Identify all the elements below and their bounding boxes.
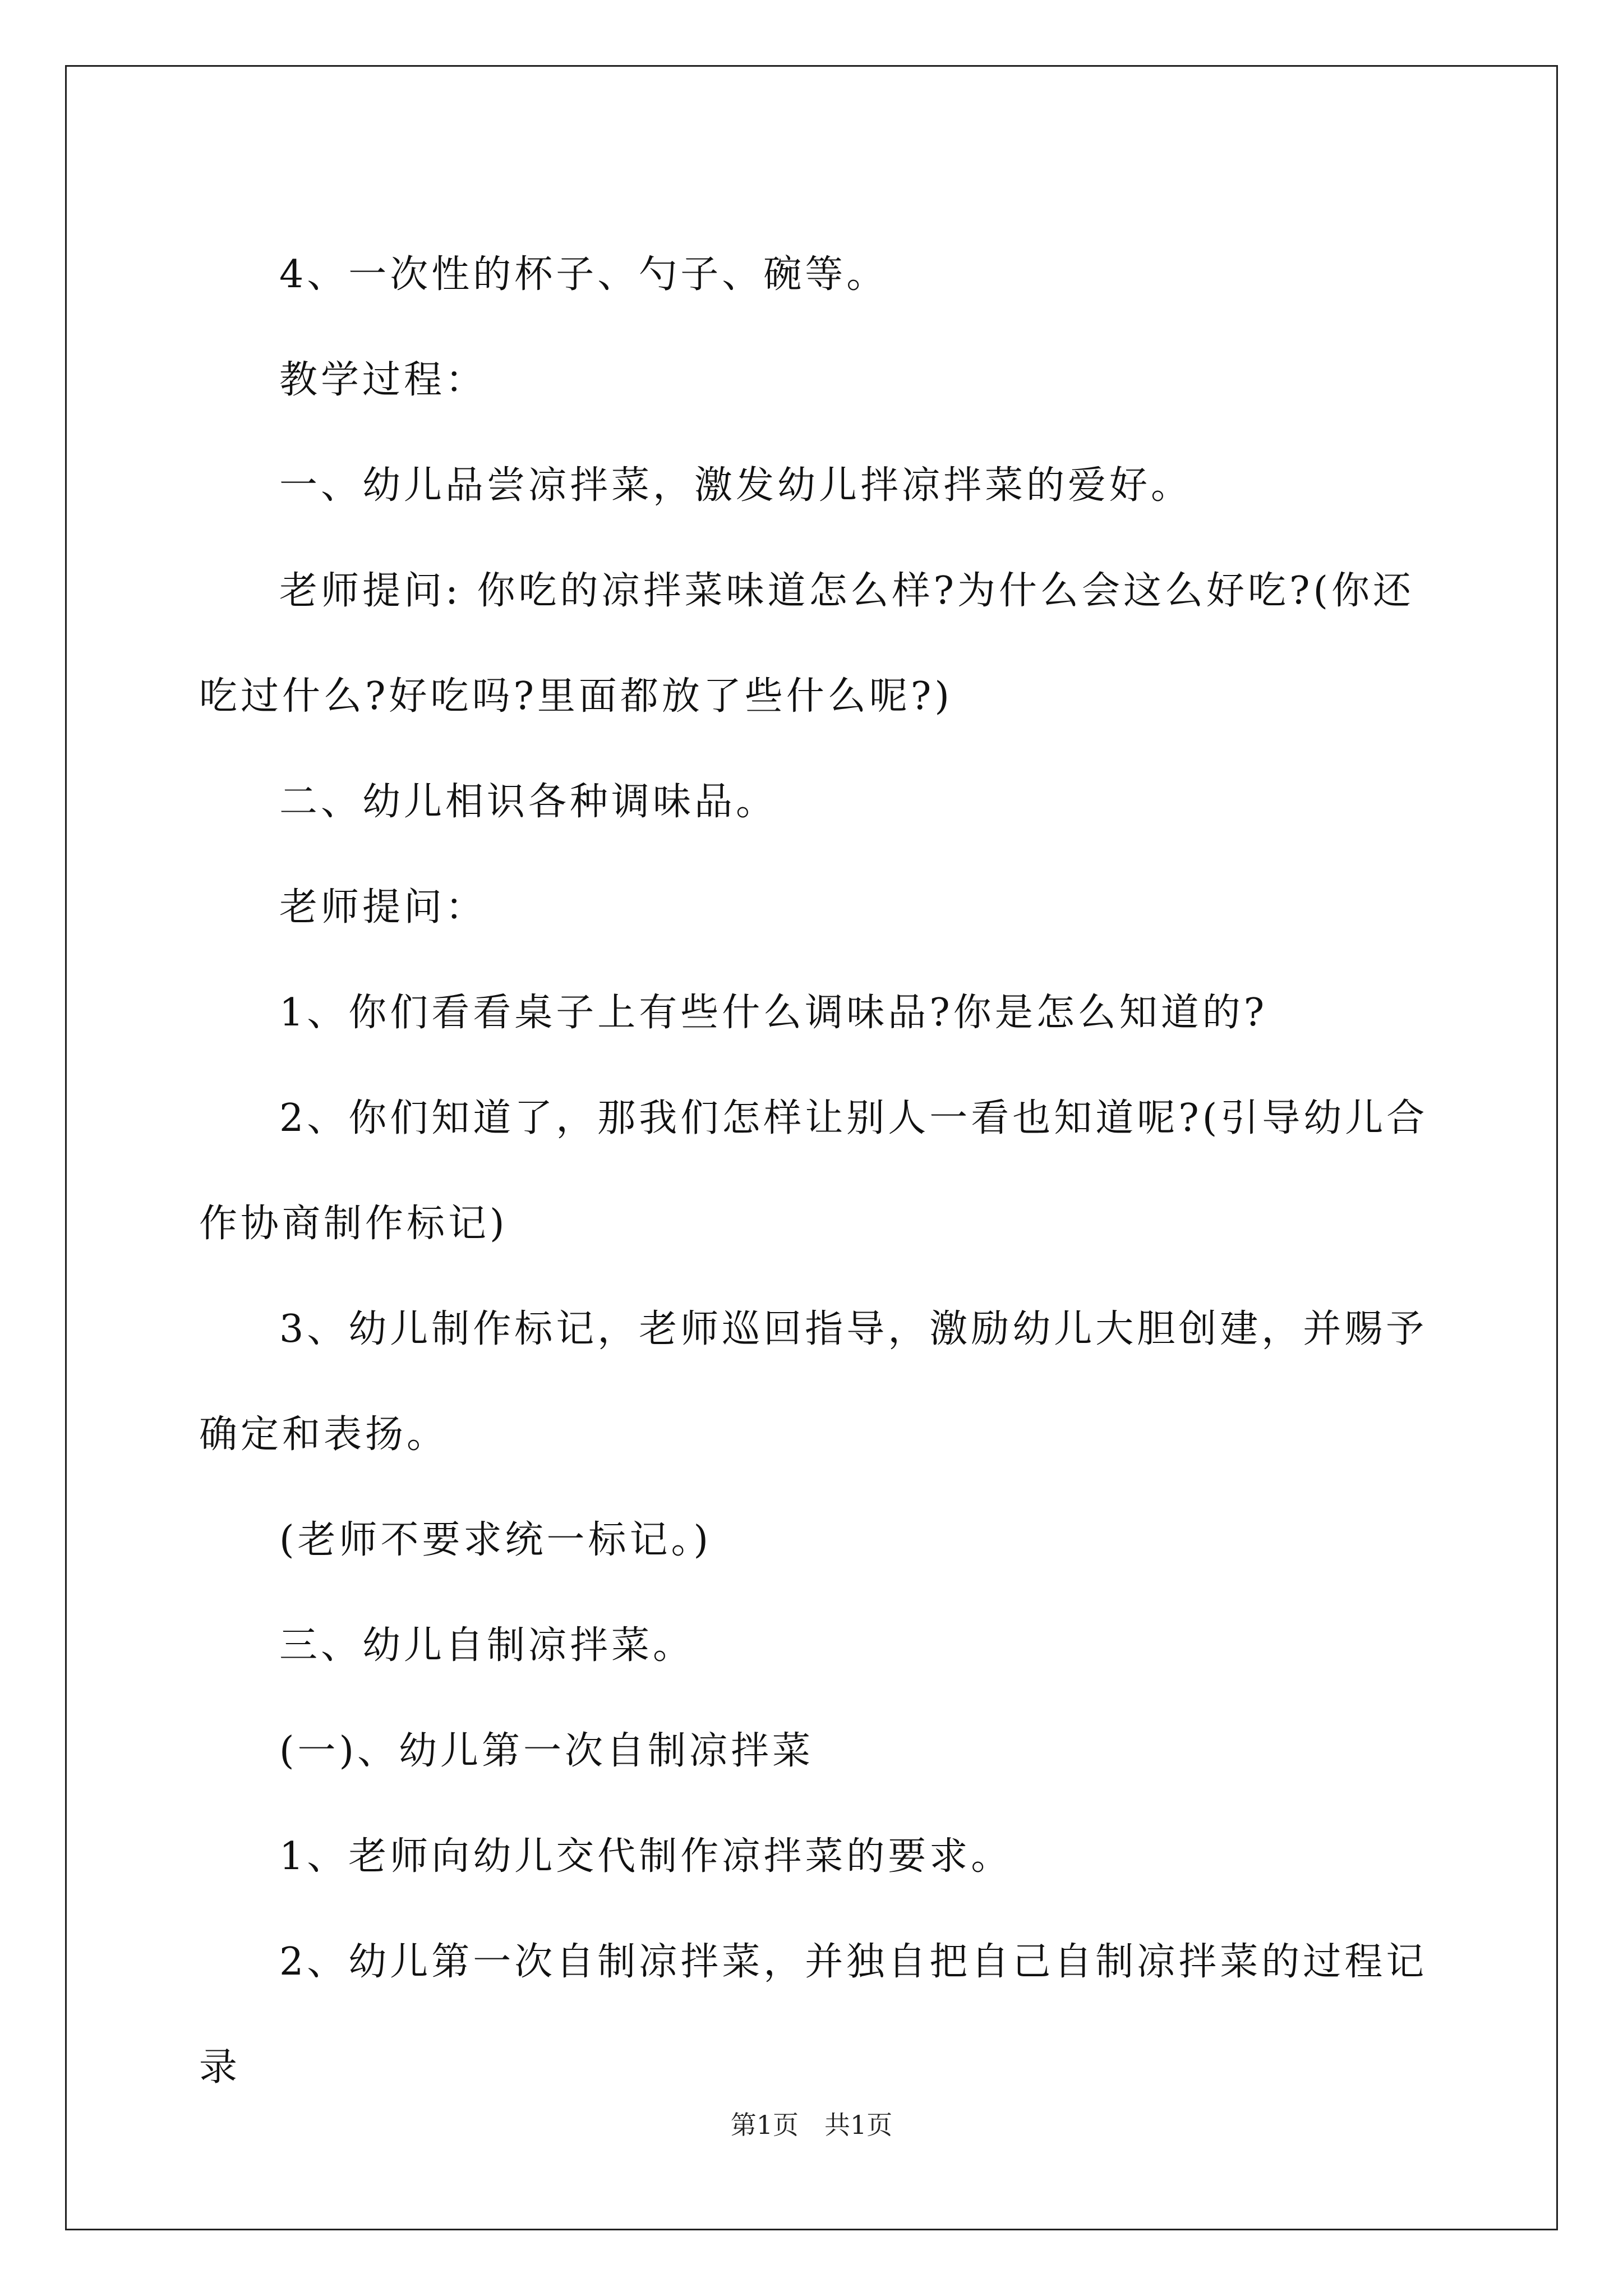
paragraph-3: 一、幼儿品尝凉拌菜，激发幼儿拌凉拌菜的爱好。 <box>279 463 1193 508</box>
paragraph-1: 4、一次性的杯子、勺子、碗等。 <box>279 252 888 297</box>
paragraph-8: 2、你们知道了，那我们怎样让别人一看也知道呢?(引导幼儿合作协商制作标记) <box>199 1096 1428 1246</box>
paragraph-2: 教学过程： <box>279 358 487 402</box>
paragraph-14: 2、幼儿第一次自制凉拌菜，并独自把自己自制凉拌菜的过程记录 <box>199 1940 1428 2090</box>
paragraph-7: 1、你们看看桌子上有些什么调味品?你是怎么知道的? <box>279 991 1268 1035</box>
paragraph-4: 老师提问: 你吃的凉拌菜味道怎么样?为什么会这么好吃?(你还吃过什么?好吃吗?里面都放了些什么呢?) <box>199 569 1414 719</box>
paragraph-10: (老师不要求统一标记。) <box>279 1518 712 1562</box>
page-footer: 第1页 共1页 <box>730 2110 893 2140</box>
paragraph-13: 1、老师向幼儿交代制作凉拌菜的要求。 <box>279 1834 1013 1879</box>
paragraph-5: 二、幼儿相识各种调味品。 <box>279 780 778 824</box>
document-body <box>199 222 1433 2120</box>
paragraph-11: 三、幼儿自制凉拌菜。 <box>279 1623 695 1668</box>
paragraph-9: 3、幼儿制作标记，老师巡回指导，激励幼儿大胆创建，并赐予确定和表扬。 <box>199 1307 1428 1457</box>
paragraph-6: 老师提问： <box>279 885 487 930</box>
paragraph-12: (一)、幼儿第一次自制凉拌菜 <box>279 1729 814 1773</box>
